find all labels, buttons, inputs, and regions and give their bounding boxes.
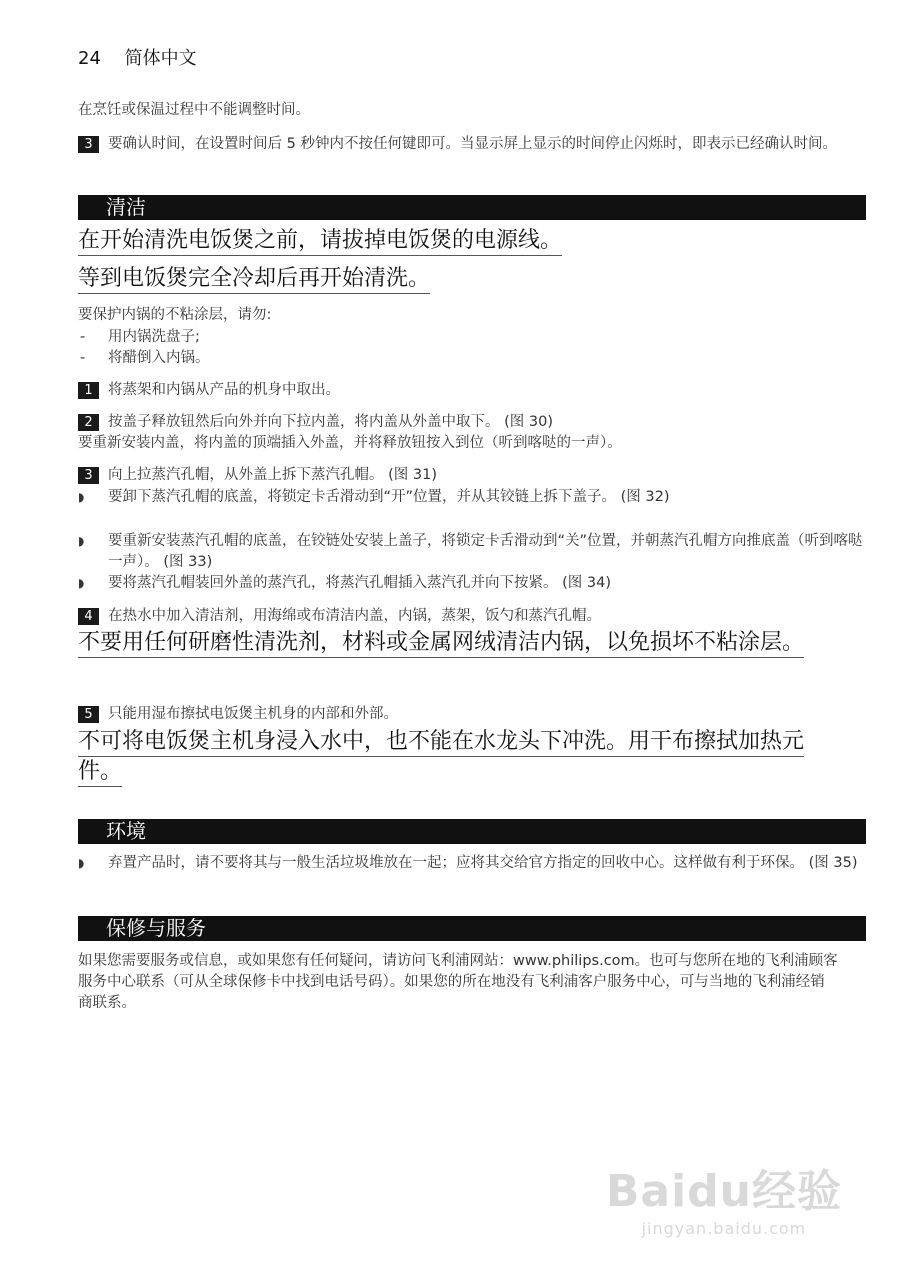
protect-item: - 将醋倒入内锅。 [80,350,210,366]
bullet-icon: ◗ [78,490,85,504]
bullet-item: ◗ 要重新安装蒸汽孔帽的底盖，在铰链处安装上盖子，将锁定卡舌滑动到“关”位置，并朝蒸汽孔帽方向推底盖（听到喀哒一声）。 (图 33) [78,533,863,570]
step-text: 只能用湿布擦拭电饭煲主机身的内部和外部。 [108,706,398,722]
step-text: 将蒸架和内锅从产品的机身中取出。 [108,382,340,398]
step-number: 3 [78,467,99,484]
step-4 [78,606,868,627]
bullet-item: ◗ 要卸下蒸汽孔帽的底盖，将锁定卡舌滑动到“开”位置，并从其铰链上拆下盖子。 (图 32) [78,487,808,508]
bullet-item: ◗ 要将蒸汽孔帽装回外盖的蒸汽孔，将蒸汽孔帽插入蒸汽孔并向下按紧。 (图 34) [78,573,868,594]
step-number: 1 [78,382,99,399]
step-text: 按盖子释放钮然后向外并向下拉内盖，将内盖从外盖中取下。 (图 30) [108,414,553,430]
protect-item: - 用内锅洗盘子; [80,329,200,345]
section-heading-environment: 环境 [78,819,866,844]
bullet-icon: ◗ [78,576,85,590]
step-text: 在热水中加入清洁剂，用海绵或布清洁内盖，内锅，蒸架，饭勺和蒸汽孔帽。 [108,608,601,624]
step-5 [78,704,868,725]
step-number: 5 [78,706,99,723]
bullet-icon: ◗ [78,856,85,870]
bullet-icon: ◗ [78,534,85,548]
warning-water: 不可将电饭煲主机身浸入水中，也不能在水龙头下冲洗。用干布擦拭加热元件。 [78,727,828,787]
step-2-note: 要重新安装内盖，将内盖的顶端插入外盖，并将释放钮按入到位（听到喀哒的一声）。 [78,435,622,451]
step-number: 2 [78,414,99,431]
step-number: 4 [78,608,99,625]
warning-abrasive: 不要用任何研磨性清洗剂，材料或金属网绒清洁内锅，以免损坏不粘涂层。 [78,628,828,658]
baidu-logo: Baidu经验 [605,1166,842,1217]
step-text: 向上拉蒸汽孔帽，从外盖上拆下蒸汽孔帽。 (图 31) [108,467,437,483]
step-1 [78,380,868,401]
warning-cool-down: 等到电饭煲完全冷却后再开始清洗。 [78,264,838,294]
environment-bullet: ◗ 弃置产品时，请不要将其与一般生活垃圾堆放在一起；应将其交给官方指定的回收中心。这样做有利于环保。 (图 35) [78,853,868,874]
step-3 [78,465,868,486]
section-heading-service: 保修与服务 [78,916,866,941]
section-heading-cleaning: 清洁 [78,195,866,220]
baidu-watermark [606,1155,842,1238]
page-number: 24 [78,48,101,69]
step-confirm-time [78,134,868,155]
step-text: 要确认时间，在设置时间后 5 秒钟内不按任何键即可。当显示屏上显示的时间停止闪烁时，即表示已经确认时间。 [108,136,837,152]
step-2 [78,412,868,433]
protect-intro: 要保护内锅的不粘涂层，请勿: [78,307,272,323]
step-number: 3 [78,136,99,153]
watermark-url: jingyan.baidu.com [641,1219,807,1238]
warning-unplug: 在开始清洗电饭煲之前，请拔掉电饭煲的电源线。 [78,226,838,256]
page-header [78,44,197,70]
language-label: 简体中文 [124,48,197,69]
service-text: 如果您需要服务或信息，或如果您有任何疑问，请访问飞利浦网站：www.philips.com。也可与您所在地的飞利浦顾客服务中心联系（可从全球保修卡中找到电话号码）。如果您的所在地没有飞利浦客户服务中心，可与当地的飞利浦经销商联系。 [78,953,838,1011]
intro-line: 在烹饪或保温过程中不能调整时间。 [78,102,310,118]
